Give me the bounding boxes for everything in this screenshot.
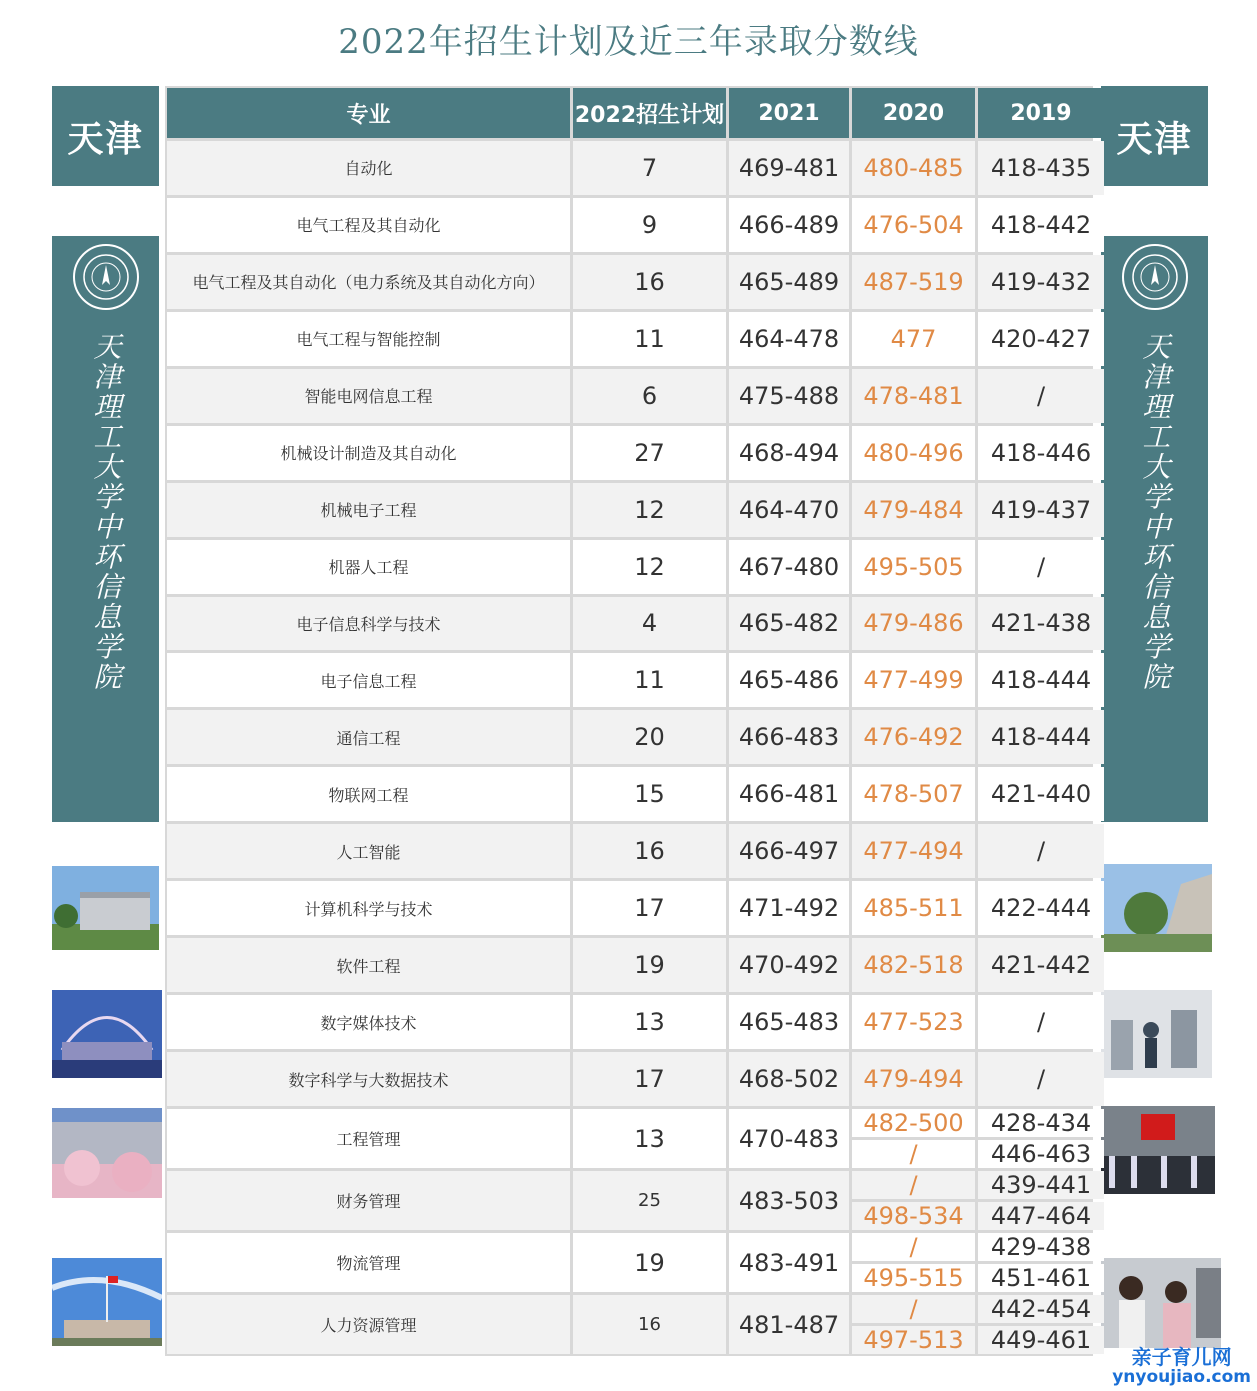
plan-2022-cell: 17 [573, 1052, 726, 1106]
score-2020-cell: 476-504 [852, 198, 975, 252]
plan-2022-cell: 19 [573, 938, 726, 992]
major-name-cell: 智能电网信息工程 [167, 369, 570, 423]
score-2019-cell: 428-434 [978, 1109, 1104, 1137]
right-school-banner [1101, 236, 1208, 822]
score-2021-cell: 465-482 [729, 597, 849, 651]
score-2020-cell: 480-485 [852, 141, 975, 195]
score-2019-cell: / [978, 995, 1104, 1049]
score-2019-cell: 421-440 [978, 767, 1104, 821]
score-2021-cell: 469-481 [729, 141, 849, 195]
major-name-cell: 人工智能 [167, 824, 570, 878]
score-2020-cell: 495-505 [852, 540, 975, 594]
campus-rainbow-photo [52, 990, 162, 1078]
left-city-label: 天津 [52, 86, 159, 186]
score-2019-cell: 418-435 [978, 141, 1104, 195]
campus-flagpole-photo [52, 1258, 162, 1346]
major-name-cell: 电气工程及其自动化（电力系统及其自动化方向） [167, 255, 570, 309]
score-2021-cell: 483-491 [729, 1233, 849, 1292]
score-2020-cell: 479-484 [852, 483, 975, 537]
plan-2022-cell: 16 [573, 1295, 726, 1354]
score-2019-cell: 449-461 [978, 1326, 1104, 1354]
score-2019-cell: / [978, 1052, 1104, 1106]
plan-2022-cell: 15 [573, 767, 726, 821]
score-2020-cell: 482-500 [852, 1109, 975, 1137]
score-2020-cell: 482-518 [852, 938, 975, 992]
score-2021-cell: 465-483 [729, 995, 849, 1049]
score-2020-cell: 480-496 [852, 426, 975, 480]
plan-2022-cell: 12 [573, 483, 726, 537]
major-name-cell: 人力资源管理 [167, 1295, 570, 1354]
admission-score-table [165, 86, 1093, 1356]
plan-2022-cell: 12 [573, 540, 726, 594]
score-2021-cell: 466-483 [729, 710, 849, 764]
major-name-cell: 机械电子工程 [167, 483, 570, 537]
major-name-cell: 物联网工程 [167, 767, 570, 821]
score-2021-cell: 465-489 [729, 255, 849, 309]
header-2019: 2019 [978, 88, 1104, 138]
major-name-cell: 机器人工程 [167, 540, 570, 594]
major-name-cell: 机械设计制造及其自动化 [167, 426, 570, 480]
score-2020-cell: 495-515 [852, 1264, 975, 1292]
campus-building-photo [52, 866, 159, 950]
score-2019-cell: 418-446 [978, 426, 1104, 480]
score-2019-cell: 418-442 [978, 198, 1104, 252]
score-2019-cell: 418-444 [978, 653, 1104, 707]
score-2019-cell: / [978, 824, 1104, 878]
score-2019-cell: 422-444 [978, 881, 1104, 935]
school-emblem-icon [1122, 244, 1188, 310]
score-2020-cell: 477-499 [852, 653, 975, 707]
school-name-vertical: 天津理工大学中环信息学院 [89, 332, 123, 692]
score-2021-cell: 468-502 [729, 1052, 849, 1106]
score-2021-cell: 481-487 [729, 1295, 849, 1354]
major-name-cell: 物流管理 [167, 1233, 570, 1292]
score-2019-cell: 447-464 [978, 1202, 1104, 1230]
score-2019-cell: 418-444 [978, 710, 1104, 764]
plan-2022-cell: 19 [573, 1233, 726, 1292]
watermark-site-name: 亲子育儿网 [1131, 1345, 1232, 1369]
header-2020: 2020 [852, 88, 975, 138]
plan-2022-cell: 25 [573, 1171, 726, 1230]
score-2021-cell: 468-494 [729, 426, 849, 480]
score-2019-cell: 442-454 [978, 1295, 1104, 1323]
score-2019-cell: 446-463 [978, 1140, 1104, 1168]
score-2020-cell: 478-507 [852, 767, 975, 821]
major-name-cell: 电子信息科学与技术 [167, 597, 570, 651]
score-2019-cell: 429-438 [978, 1233, 1104, 1261]
score-2021-cell: 466-489 [729, 198, 849, 252]
plan-2022-cell: 6 [573, 369, 726, 423]
plan-2022-cell: 11 [573, 653, 726, 707]
score-2019-cell: 420-427 [978, 312, 1104, 366]
robot-lab-photo [1101, 990, 1212, 1078]
major-name-cell: 财务管理 [167, 1171, 570, 1230]
score-2020-cell: 479-494 [852, 1052, 975, 1106]
score-2020-cell: 477 [852, 312, 975, 366]
plan-2022-cell: 9 [573, 198, 726, 252]
campus-trees-photo [1101, 864, 1212, 952]
score-2021-cell: 466-481 [729, 767, 849, 821]
school-emblem-icon [73, 244, 139, 310]
plan-2022-cell: 27 [573, 426, 726, 480]
students-lab-photo [1101, 1258, 1221, 1348]
score-2020-cell: 498-534 [852, 1202, 975, 1230]
score-2019-cell: 421-438 [978, 597, 1104, 651]
score-2021-cell: 464-470 [729, 483, 849, 537]
score-2020-cell: 479-486 [852, 597, 975, 651]
plan-2022-cell: 7 [573, 141, 726, 195]
score-2020-cell: 476-492 [852, 710, 975, 764]
header-2021: 2021 [729, 88, 849, 138]
score-2021-cell: 465-486 [729, 653, 849, 707]
score-2019-cell: 419-432 [978, 255, 1104, 309]
major-name-cell: 工程管理 [167, 1109, 570, 1168]
major-name-cell: 电气工程与智能控制 [167, 312, 570, 366]
right-city-label: 天津 [1101, 86, 1208, 186]
score-2021-cell: 475-488 [729, 369, 849, 423]
score-2020-cell: 477-523 [852, 995, 975, 1049]
major-name-cell: 软件工程 [167, 938, 570, 992]
score-2019-cell: 421-442 [978, 938, 1104, 992]
score-2019-cell: 439-441 [978, 1171, 1104, 1199]
plan-2022-cell: 16 [573, 824, 726, 878]
score-2019-cell: / [978, 540, 1104, 594]
plan-2022-cell: 20 [573, 710, 726, 764]
plan-2022-cell: 13 [573, 995, 726, 1049]
major-name-cell: 电子信息工程 [167, 653, 570, 707]
score-2021-cell: 466-497 [729, 824, 849, 878]
score-2019-cell: 451-461 [978, 1264, 1104, 1292]
left-school-banner [52, 236, 159, 822]
plan-2022-cell: 11 [573, 312, 726, 366]
score-2020-cell: / [852, 1140, 975, 1168]
score-2019-cell: / [978, 369, 1104, 423]
plan-2022-cell: 4 [573, 597, 726, 651]
score-2020-cell: 487-519 [852, 255, 975, 309]
plan-2022-cell: 17 [573, 881, 726, 935]
major-name-cell: 自动化 [167, 141, 570, 195]
score-2021-cell: 470-492 [729, 938, 849, 992]
campus-blossom-photo [52, 1108, 162, 1198]
plan-2022-cell: 16 [573, 255, 726, 309]
score-2020-cell: 478-481 [852, 369, 975, 423]
score-2021-cell: 483-503 [729, 1171, 849, 1230]
school-name-vertical: 天津理工大学中环信息学院 [1138, 332, 1172, 692]
major-name-cell: 通信工程 [167, 710, 570, 764]
score-2021-cell: 470-483 [729, 1109, 849, 1168]
major-name-cell: 数字媒体技术 [167, 995, 570, 1049]
header-plan-2022: 2022招生计划 [573, 88, 726, 138]
score-2021-cell: 464-478 [729, 312, 849, 366]
score-2021-cell: 471-492 [729, 881, 849, 935]
major-name-cell: 数字科学与大数据技术 [167, 1052, 570, 1106]
score-2020-cell: / [852, 1171, 975, 1199]
score-2020-cell: / [852, 1233, 975, 1261]
score-2020-cell: 485-511 [852, 881, 975, 935]
page-title: 2022年招生计划及近三年录取分数线 [338, 22, 919, 62]
watermark-url: ynyoujiao.com [1112, 1367, 1251, 1387]
score-2021-cell: 467-480 [729, 540, 849, 594]
score-2019-cell: 419-437 [978, 483, 1104, 537]
score-2020-cell: 477-494 [852, 824, 975, 878]
major-name-cell: 电气工程及其自动化 [167, 198, 570, 252]
plan-2022-cell: 13 [573, 1109, 726, 1168]
major-name-cell: 计算机科学与技术 [167, 881, 570, 935]
header-major: 专业 [167, 88, 570, 138]
flag-ceremony-photo [1101, 1106, 1215, 1194]
site-watermark [1112, 1347, 1251, 1387]
score-2020-cell: 497-513 [852, 1326, 975, 1354]
score-2020-cell: / [852, 1295, 975, 1323]
